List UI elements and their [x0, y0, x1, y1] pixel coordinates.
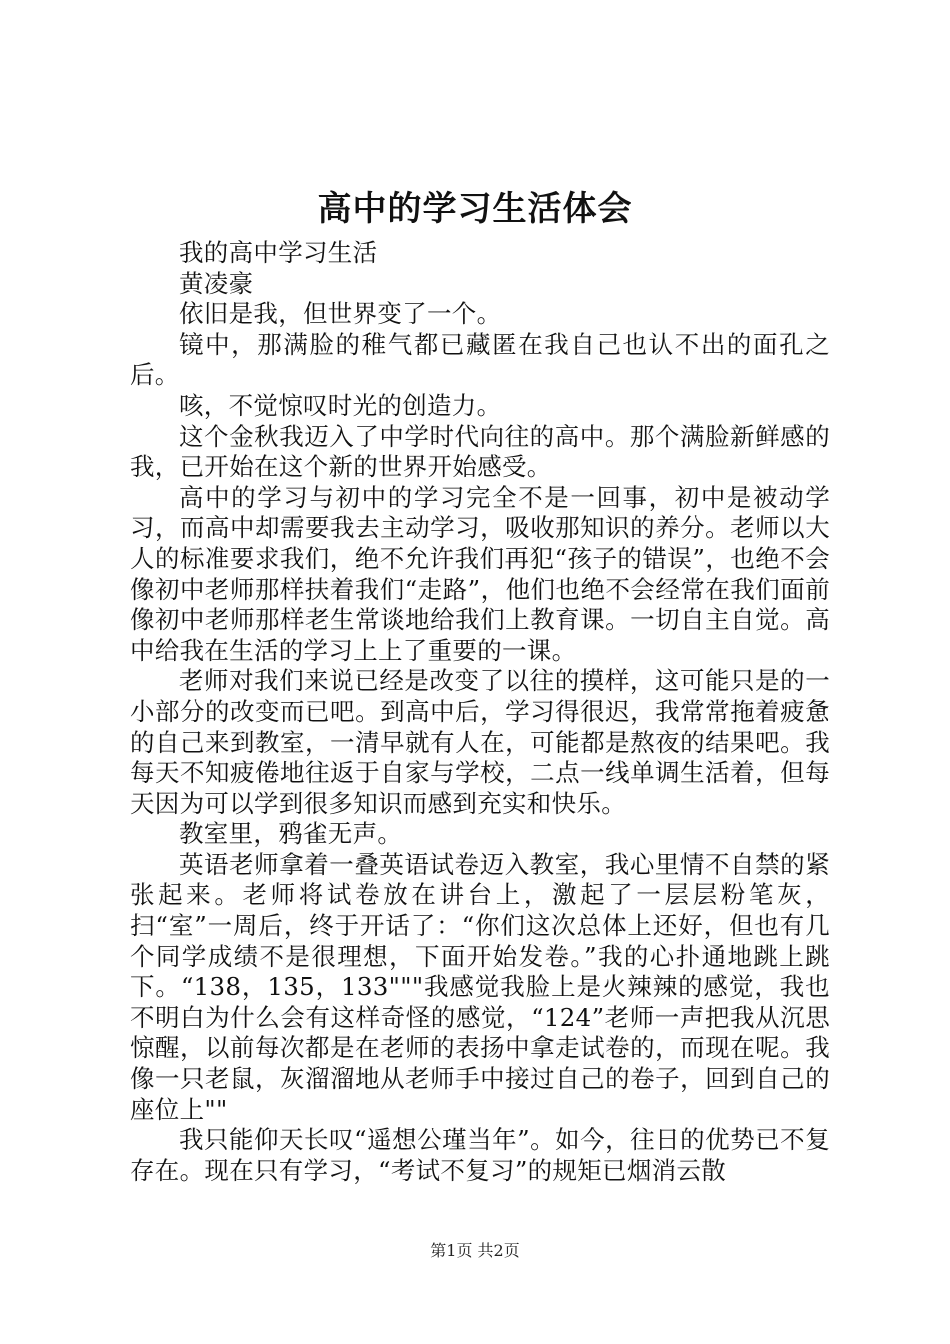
document-title: 高中的学习生活体会 [317, 189, 633, 229]
document-body [130, 238, 830, 1186]
page-footer: 第1页 共2页 [430, 1241, 520, 1260]
paragraph-author: 黄凌豪 [179, 268, 254, 298]
paragraph: 镜中，那满脸的稚气都已藏匿在我自己也认不出的面孔之后。 [130, 329, 830, 390]
paragraph-subtitle: 我的高中学习生活 [179, 238, 378, 267]
paragraph: 我只能仰天长叹“遥想公瑾当年”。如今，往日的优势已不复存在。现在只有学习，“考试不复习”的规矩已烟消云散 [130, 1125, 830, 1185]
paragraph: 教室里，鸦雀无声。 [179, 819, 403, 849]
paragraph: 咳，不觉惊叹时光的创造力。 [179, 390, 502, 420]
paragraph: 依旧是我，但世界变了一个。 [179, 299, 502, 329]
paragraph: 高中的学习与初中的学习完全不是一回事，初中是被动学习，而高中却需要我去主动学习，吸收那知识的养分。老师以大人的标准要求我们，绝不允许我们再犯“孩子的错误”，也绝不会像初中老师那样扶着我们“走路”，他们也绝不会经常在我们面前像初中老师那样老生常谈地给我们上教育课。一切自主自觉。高中给我在生活的学习上上了重要的一课。 [130, 482, 830, 665]
paragraph: 老师对我们来说已经是改变了以往的摸样，这可能只是的一小部分的改变而已吧。到高中后，学习得很迟，我常常拖着疲惫的自己来到教室，一清早就有人在，可能都是熬夜的结果吧。我每天不知疲倦地往返于自家与学校，二点一线单调生活着，但每天因为可以学到很多知识而感到充实和快乐。 [130, 666, 830, 818]
paragraph: 英语老师拿着一叠英语试卷迈入教室，我心里情不自禁的紧张起来。老师将试卷放在讲台上，激起了一层层粉笔灰，扫“室”一周后，终于开话了：“你们这次总体上还好，但也有几个同学成绩不是很理想，下面开始发卷。”我的心扑通地跳上跳下。“138，135，133"""我感觉我脸上是火辣辣的感觉，我也不明白为什么会有这样奇怪的感觉，“124”老师一声把我从沉思惊醒，以前每次都是在老师的表扬中拿走试卷的，而现在呢。我像一只老鼠，灰溜溜地从老师手中接过自己的卷子，回到自己的座位上"" [130, 849, 830, 1124]
paragraph: 这个金秋我迈入了中学时代向往的高中。那个满脸新鲜感的我，已开始在这个新的世界开始感受。 [130, 421, 830, 482]
